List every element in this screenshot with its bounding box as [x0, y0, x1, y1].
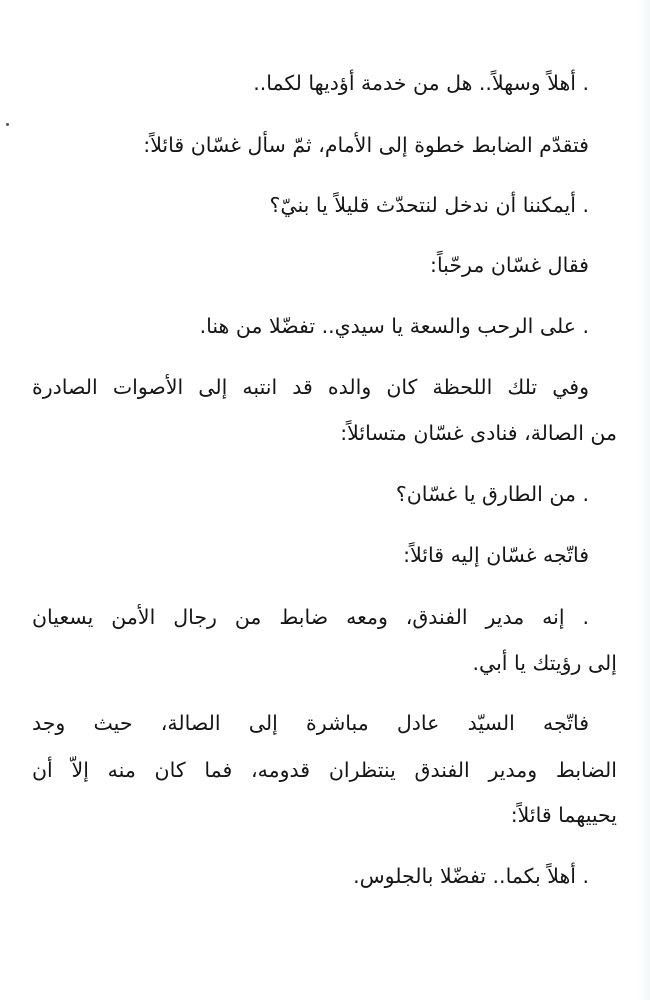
page-edge-shadow — [638, 0, 650, 1000]
text-line: . إنه مدير الفندق، ومعه ضابط من رجال الأمن يسعيان — [32, 605, 589, 629]
text-line: . على الرحب والسعة يا سيدي.. تفضّلا من هنا. — [199, 314, 589, 338]
text-line: يحييهما قائلاً: — [510, 803, 617, 827]
text-line: وفي تلك اللحظة كان والده قد انتبه إلى الأصوات الصادرة — [32, 375, 589, 399]
text-line: . أهلاً بكما.. تفضّلا بالجلوس. — [353, 864, 589, 888]
text-line: فاتّجه غسّان إليه قائلاً: — [403, 543, 589, 567]
text-line: . من الطارق يا غسّان؟ — [395, 482, 589, 506]
text-line: من الصالة، فنادى غسّان متسائلاً: — [340, 421, 617, 445]
text-line: . أيمكننا أن ندخل لنتحدّث قليلاً يا بنيّ؟ — [269, 193, 589, 217]
text-line: فقال غسّان مرحّباً: — [430, 253, 589, 277]
text-line: إلى رؤيتك يا أبي. — [472, 651, 617, 675]
text-line: فتقدّم الضابط خطوة إلى الأمام، ثمّ سأل غسّان قائلاً: — [143, 133, 589, 157]
text-line: . أهلاً وسهلاً.. هل من خدمة أؤديها لكما.. — [253, 71, 589, 95]
text-line: فاتّجه السيّد عادل مباشرة إلى الصالة، حيث وجد — [32, 711, 589, 735]
scan-speck — [6, 123, 9, 126]
text-line: الضابط ومدير الفندق ينتظران قدومه، فما كان منه إلاّ أن — [32, 758, 617, 782]
